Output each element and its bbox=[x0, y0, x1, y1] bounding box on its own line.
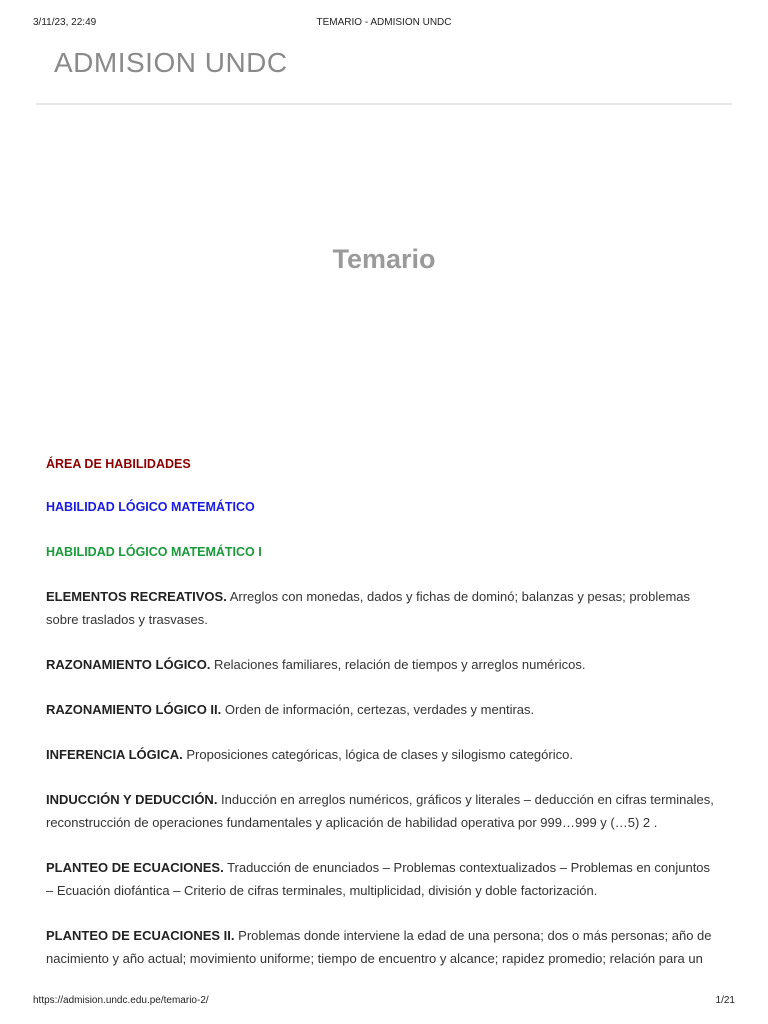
topic-title: PLANTEO DE ECUACIONES II. bbox=[46, 928, 235, 943]
subsubject-heading: HABILIDAD LÓGICO MATEMÁTICO I bbox=[46, 545, 262, 559]
topic-item bbox=[46, 698, 726, 721]
topic-title: PLANTEO DE ECUACIONES. bbox=[46, 860, 224, 875]
topic-text-continued: nacimiento y año actual; movimiento uniforme; tiempo de encuentro y alcance; rapidez promedio; relación para un bbox=[46, 951, 703, 966]
topic-item bbox=[46, 924, 726, 970]
topic-title: ELEMENTOS RECREATIVOS. bbox=[46, 589, 227, 604]
topic-item bbox=[46, 856, 726, 902]
print-header bbox=[33, 17, 735, 31]
print-footer bbox=[33, 995, 735, 1009]
topic-text: Proposiciones categóricas, lógica de clases y silogismo categórico. bbox=[182, 747, 573, 762]
topic-item bbox=[46, 743, 726, 766]
print-datetime: 3/11/23, 22:49 bbox=[33, 17, 97, 28]
topic-text-continued: sobre traslados y trasvases. bbox=[46, 612, 208, 627]
topic-title: INFERENCIA LÓGICA. bbox=[46, 747, 183, 762]
topic-text: Orden de información, certezas, verdades y mentiras. bbox=[221, 702, 535, 717]
site-title[interactable]: ADMISION UNDC bbox=[54, 47, 288, 78]
topic-text: Traducción de enunciados – Problemas contextualizados – Problemas en conjuntos bbox=[223, 860, 711, 875]
header-divider bbox=[36, 103, 732, 105]
topic-text-continued: reconstrucción de operaciones fundamentales y aplicación de habilidad operativa por 999…999 y (…5) 2 . bbox=[46, 815, 658, 830]
page-number: 1/21 bbox=[715, 995, 735, 1006]
topic-text: Arreglos con monedas, dados y fichas de dominó; balanzas y pesas; problemas bbox=[226, 589, 691, 604]
topic-item bbox=[46, 585, 726, 631]
print-document-title: TEMARIO - ADMISION UNDC bbox=[316, 17, 452, 28]
subject-heading: HABILIDAD LÓGICO MATEMÁTICO bbox=[46, 500, 255, 514]
topic-text: Inducción en arreglos numéricos, gráficos y literales – deducción en cifras terminales, bbox=[217, 792, 714, 807]
topic-title: RAZONAMIENTO LÓGICO. bbox=[46, 657, 211, 672]
topic-title: INDUCCIÓN Y DEDUCCIÓN. bbox=[46, 792, 218, 807]
topic-item bbox=[46, 653, 726, 676]
topic-text: Relaciones familiares, relación de tiempos y arreglos numéricos. bbox=[210, 657, 586, 672]
topic-item bbox=[46, 788, 726, 834]
page-url: https://admision.undc.edu.pe/temario-2/ bbox=[33, 995, 209, 1006]
topic-text-continued: – Ecuación diofántica – Criterio de cifras terminales, multiplicidad, división y doble factorización. bbox=[46, 883, 598, 898]
topic-title: RAZONAMIENTO LÓGICO II. bbox=[46, 702, 222, 717]
topic-text: Problemas donde interviene la edad de una persona; dos o más personas; año de bbox=[234, 928, 712, 943]
area-heading: ÁREA DE HABILIDADES bbox=[46, 457, 191, 471]
page-title: Temario bbox=[332, 244, 436, 274]
